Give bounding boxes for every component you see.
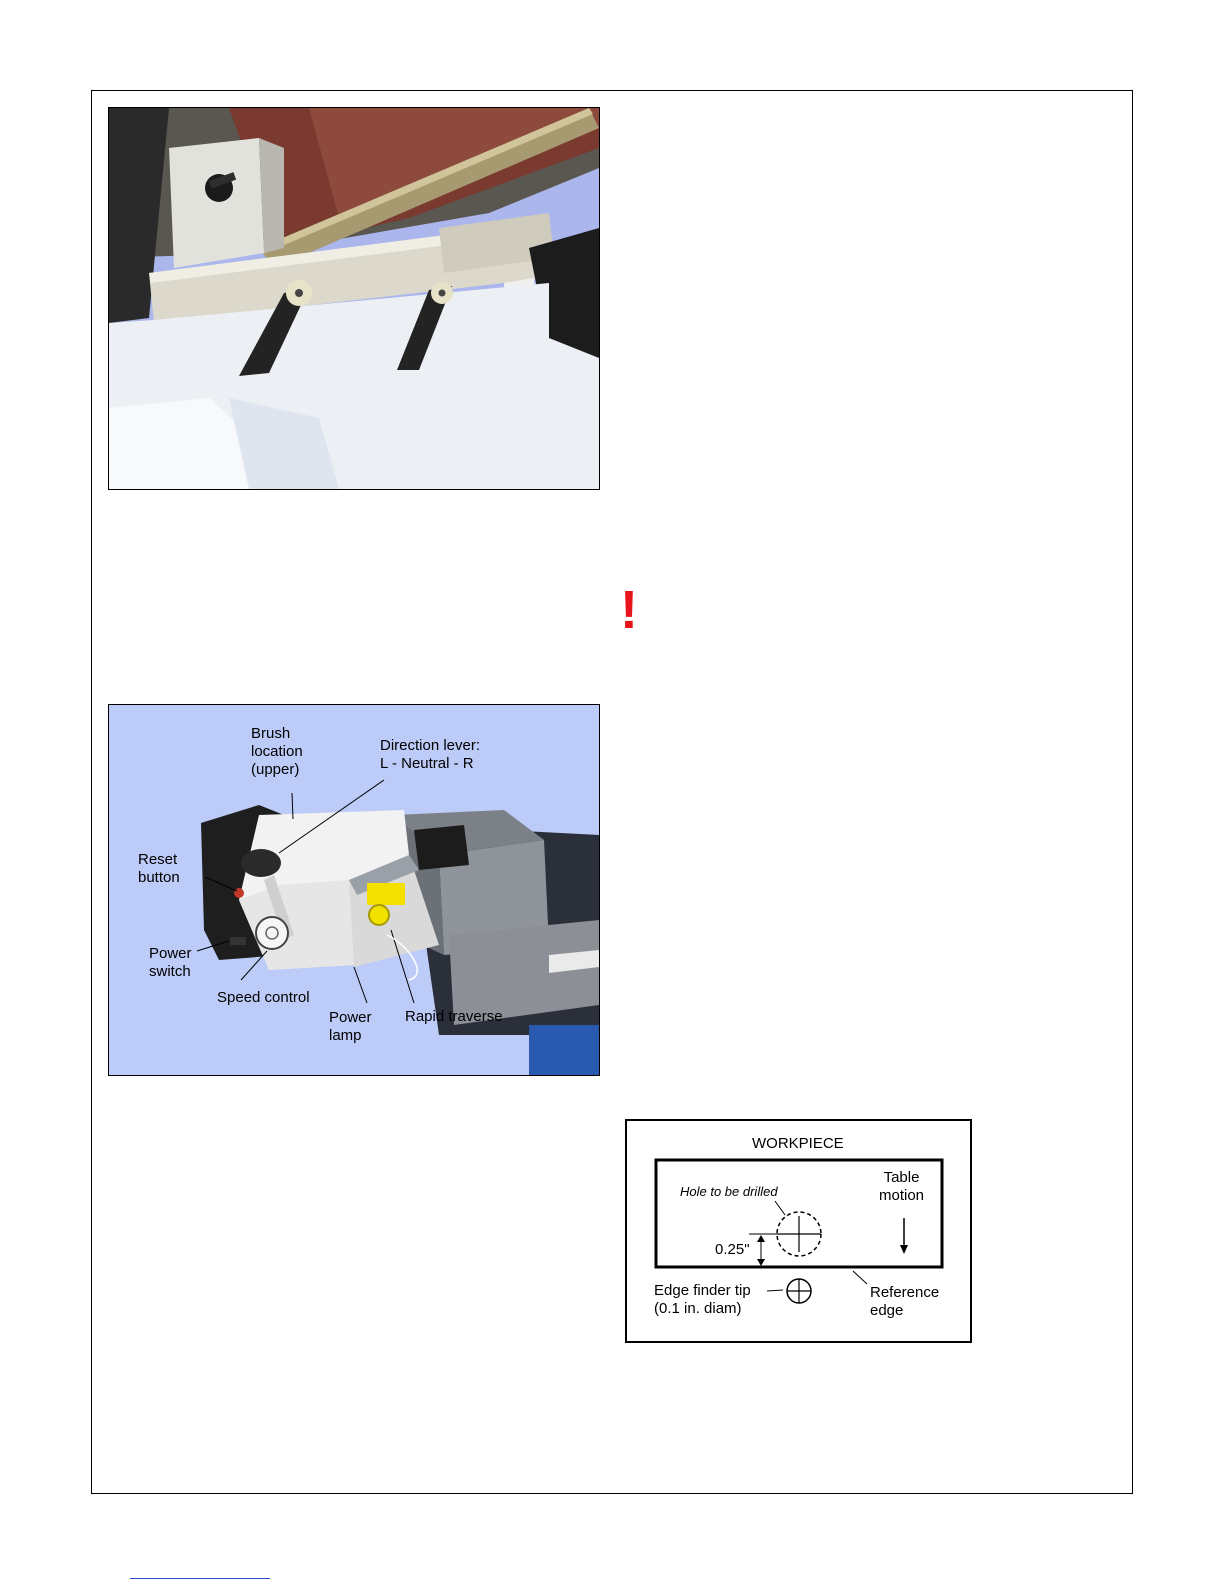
- edge-finder-tip-label: Edge finder tip (0.1 in. diam): [654, 1282, 751, 1317]
- reference-edge-label: Reference edge: [870, 1284, 940, 1319]
- rapid-traverse-label: Rapid traverse: [405, 1008, 503, 1025]
- edge-finder-diagram: [625, 1119, 972, 1343]
- power-lamp-label: Power lamp: [329, 1009, 372, 1044]
- reset-button-label: Reset button: [138, 851, 180, 886]
- table-motion-label: Table motion: [879, 1169, 925, 1204]
- workpiece-title: WORKPIECE: [752, 1135, 844, 1152]
- footer-link-underline[interactable]: [130, 1578, 270, 1579]
- warning-icon: !: [620, 580, 638, 640]
- speed-control-label: Speed control: [217, 989, 310, 1006]
- hole-label: Hole to be drilled: [680, 1184, 778, 1199]
- direction-lever-label: Direction lever: L - Neutral - R: [380, 737, 481, 772]
- power-switch-label: Power switch: [149, 945, 192, 980]
- brush-location-label: Brush location (upper): [251, 725, 303, 778]
- power-feed-photo: [108, 704, 600, 1076]
- table-locks-photo: [108, 107, 600, 490]
- offset-dimension-label: 0.25": [715, 1241, 750, 1258]
